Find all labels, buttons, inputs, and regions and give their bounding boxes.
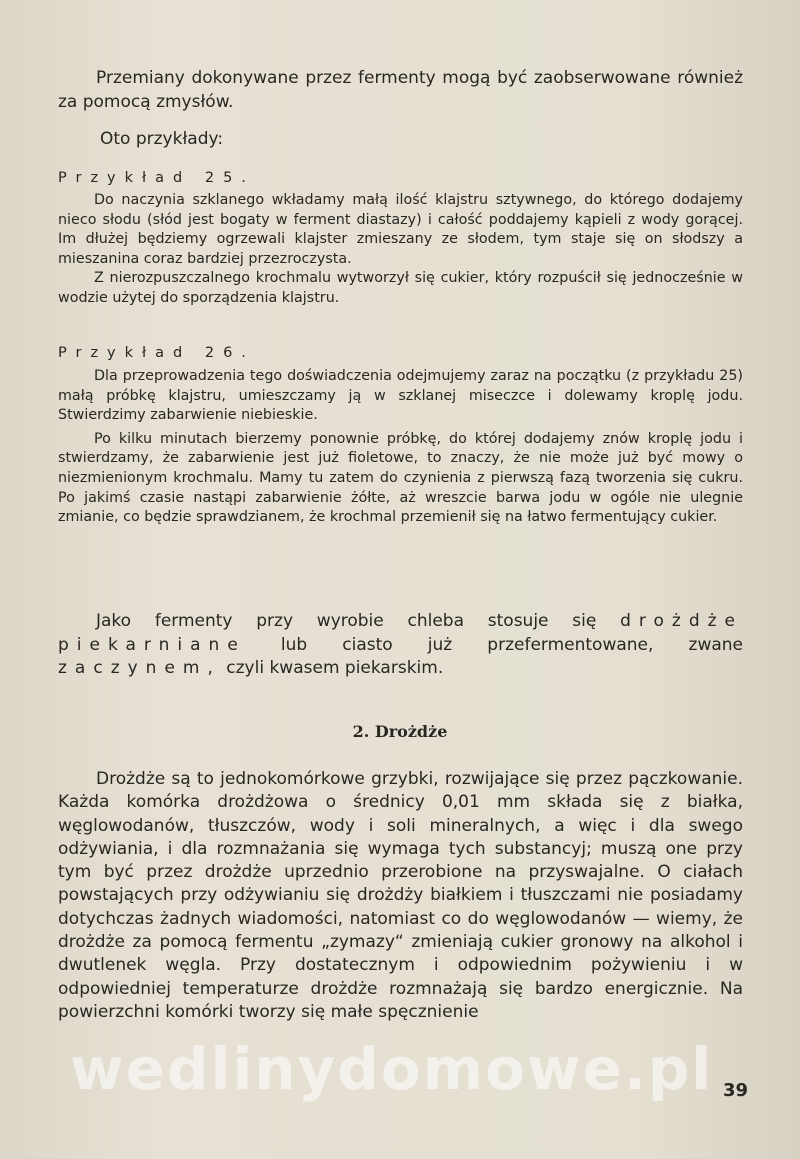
intro-paragraph: Przemiany dokonywane przez fermenty mogą być zaobserwowane również za pomocą zmysłów. — [58, 68, 743, 112]
ferments-block — [58, 610, 743, 681]
ferments-paragraph — [58, 610, 743, 681]
section-paragraph: Drożdże są to jednokomórkowe grzybki, rozwijające się przez pączkowanie. Każda komórka drożdżowa o średnicy 0,01 mm składa się z białka, węglowodanów, tłuszczów, wody i soli mineralnych, a więc i dla swego odżywiania, i dla rozmnażania się wymaga tych substancyj; muszą one przy tym być przez drożdże uprzednio przerobione na przyswajalne. O ciałach powstających przy odżywianiu się drożdży białkiem i tłuszczami nie posiadamy dotychczas żadnych wiadomości, natomiast co do węglowodanów — wiemy, że drożdże za pomocą fermentu „zymazy“ zmieniają cukier gronowy na alkohol i dwutlenek węgla. Przy dostatecznym i odpowiednim pożywieniu i w odpowiedniej temperaturze drożdże rozmnażają się bardzo energicznie. Na powierzchni komórki tworzy się małe spęcznienie — [58, 769, 743, 1022]
term-drozdze-piekarniane: drożdże piekarniane — [58, 611, 743, 655]
example-26-paragraph-2: Po kilku minutach bierzemy ponownie próbkę, do której dodajemy znów kroplę jodu i stwierdzamy, że zabarwienie jest już fioletowe, to znaczy, że nie może już być mowy o niezmienionym krochmalu. Mamy tu zatem do czynienia z pierwszą fazą tworzenia się cukru. Po jakimś czasie nastąpi zabarwienie żółte, aż wreszcie barwa jodu w ogóle nie ulegnie zmianie, co będzie sprawdzianem, że krochmal przemienił się na łatwo fermentujący cukier. — [58, 430, 743, 526]
example-25-label: Przykład 25. — [58, 170, 255, 186]
example-26-paragraph-1: Dla przeprowadzenia tego doświadczenia odejmujemy zaraz na początku (z przykładu 25) małą próbkę klajstru, umieszczamy ją w szklanej miseczce i dolewamy kroplę jodu. Stwierdzimy zabarwienie niebieskie. — [58, 368, 743, 424]
ferments-text-1: Jako fermenty przy wyrobie chleba stosuje się — [96, 611, 621, 631]
ferments-text-2: lub ciasto już przefermentowane, zwane — [245, 634, 743, 655]
example-26-label: Przykład 26. — [58, 345, 255, 361]
ferments-text-3: czyli kwasem piekarskim. — [220, 658, 444, 678]
example-26 — [58, 345, 743, 528]
example-25-paragraph-1: Do naczynia szklanego wkładamy małą ilość klajstru sztywnego, do którego dodajemy nieco słodu (słód jest bogaty w ferment diastazy) i całość poddajemy kąpieli z wody gorącej. Im dłużej będziemy ogrzewali klajster zmieszany ze słodem, tym staje się on słodszy a mieszanina coraz bardziej przezroczysta. — [58, 192, 743, 267]
example-25 — [58, 170, 743, 309]
example-25-paragraph-2: Z nierozpuszczalnego krochmalu wytworzył się cukier, który rozpuścił się jednocześnie w wodzie użytej do sporządzenia klajstru. — [58, 270, 743, 306]
intro-block — [58, 67, 743, 152]
page-number: 39 — [722, 1080, 748, 1101]
term-zaczyn: zaczynem, — [58, 658, 221, 678]
watermark: wedlinydomowe.pl — [70, 1035, 714, 1103]
section-body — [58, 768, 743, 1024]
examples-lead: Oto przykłady: — [100, 129, 224, 149]
section-heading: 2. Drożdże — [352, 722, 448, 741]
